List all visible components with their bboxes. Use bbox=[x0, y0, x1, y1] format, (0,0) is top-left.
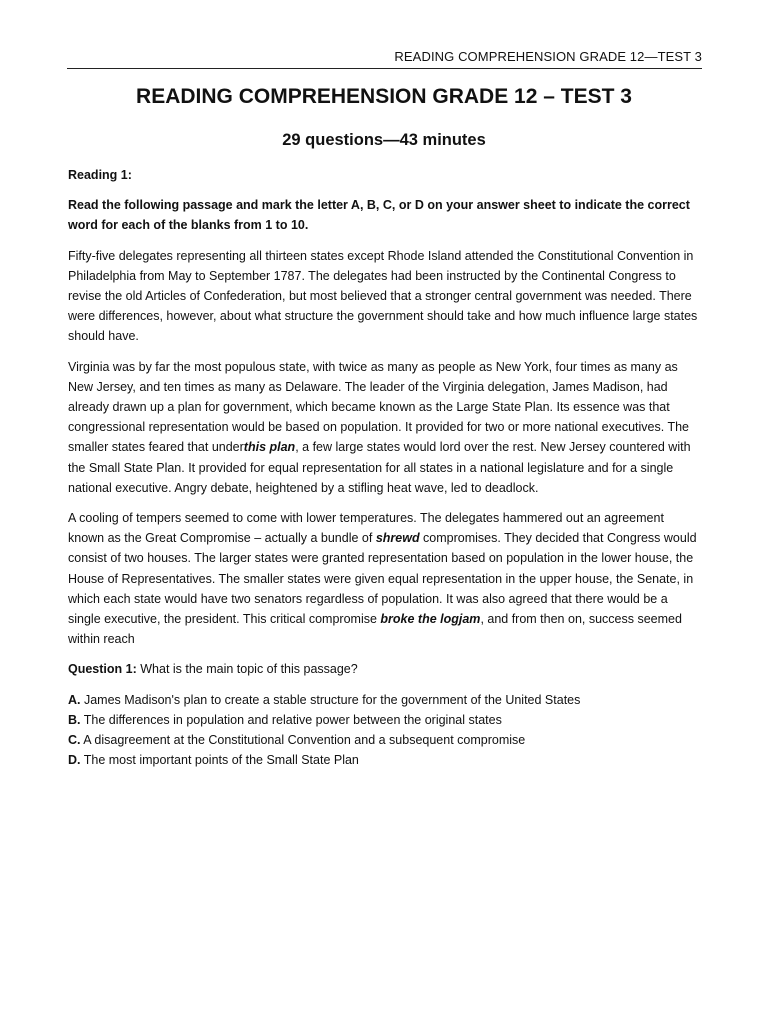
question-text: What is the main topic of this passage? bbox=[136, 662, 358, 677]
reading-label: Reading 1: bbox=[68, 168, 132, 182]
question-1 bbox=[68, 659, 702, 679]
question-label: Question 1: bbox=[68, 662, 137, 677]
passage-text: Virginia was by far the most populous state, with twice as many as people as New York, four times as many as New Jersey, and ten times as many as Delaware. The leader of the Virginia delegation, James Madison, had already drawn up a plan for government, which became known as the Large State Plan. Its essence was that congressional representation would be based on population. It provided for two or more national executives. The smaller states feared that under bbox=[68, 359, 689, 455]
passage-paragraph-2 bbox=[68, 357, 702, 498]
option-text: A disagreement at the Constitutional Convention and a subsequent compromise bbox=[80, 733, 526, 748]
passage-text: , a few large states would lord over the rest. New Jersey countered with the Small State Plan. It provided for equal representation for all states in a national legislature and for a single national executive. Angry debate, heightened by a stifling heat wave, led to deadlock. bbox=[68, 440, 691, 495]
answer-options bbox=[68, 690, 702, 771]
option-letter: A. bbox=[68, 692, 81, 707]
option-letter: B. bbox=[68, 712, 81, 727]
option-d bbox=[68, 750, 702, 770]
option-letter: C. bbox=[68, 733, 81, 748]
passage-text: A cooling of tempers seemed to come with lower temperatures. The delegates hammered out an agreement known as the Great Compromise – actually a bundle of bbox=[68, 511, 664, 546]
passage-paragraph-1: Fifty-five delegates representing all thirteen states except Rhode Island attended the Constitutional Convention in Philadelphia from May to September 1787. The delegates had been instructed by the Continental Congress to revise the old Articles of Confederation, but most believed that a stronger central government was needed. There were differences, however, about what structure the government should take and how much influence large states should have. bbox=[68, 248, 698, 344]
page-title: READING COMPREHENSION GRADE 12 – TEST 3 bbox=[136, 85, 632, 108]
option-letter: D. bbox=[68, 753, 81, 768]
option-a bbox=[68, 690, 702, 710]
emphasis-broke-the-logjam: broke the logjam bbox=[380, 612, 481, 627]
option-text: The differences in population and relative power between the original states bbox=[80, 712, 502, 727]
test-subtitle: 29 questions—43 minutes bbox=[282, 131, 486, 149]
passage-paragraph-3 bbox=[68, 508, 702, 649]
passage-text: compromises. They decided that Congress would consist of two houses. The larger states were granted representation based on population in the lower house, the House of Representatives. The smaller states were given equal representation in the upper house, the Senate, in which each state would have two senators regardless of population. It was also agreed that there would be a single executive, the president. This critical compromise bbox=[68, 531, 697, 627]
option-b bbox=[68, 710, 702, 730]
option-text: The most important points of the Small State Plan bbox=[80, 753, 359, 768]
passage-text: , and from then on, success seemed within reach bbox=[68, 612, 682, 647]
content-body bbox=[68, 165, 702, 770]
running-header: READING COMPREHENSION GRADE 12—TEST 3 bbox=[67, 48, 702, 69]
option-c bbox=[68, 730, 702, 750]
option-text: James Madison's plan to create a stable structure for the government of the United States bbox=[80, 692, 581, 707]
reading-instruction: Read the following passage and mark the letter A, B, C, or D on your answer sheet to indicate the correct word for each of the blanks from 1 to 10. bbox=[68, 198, 690, 233]
emphasis-this-plan: this plan bbox=[243, 440, 296, 455]
emphasis-shrewd: shrewd bbox=[375, 531, 420, 546]
